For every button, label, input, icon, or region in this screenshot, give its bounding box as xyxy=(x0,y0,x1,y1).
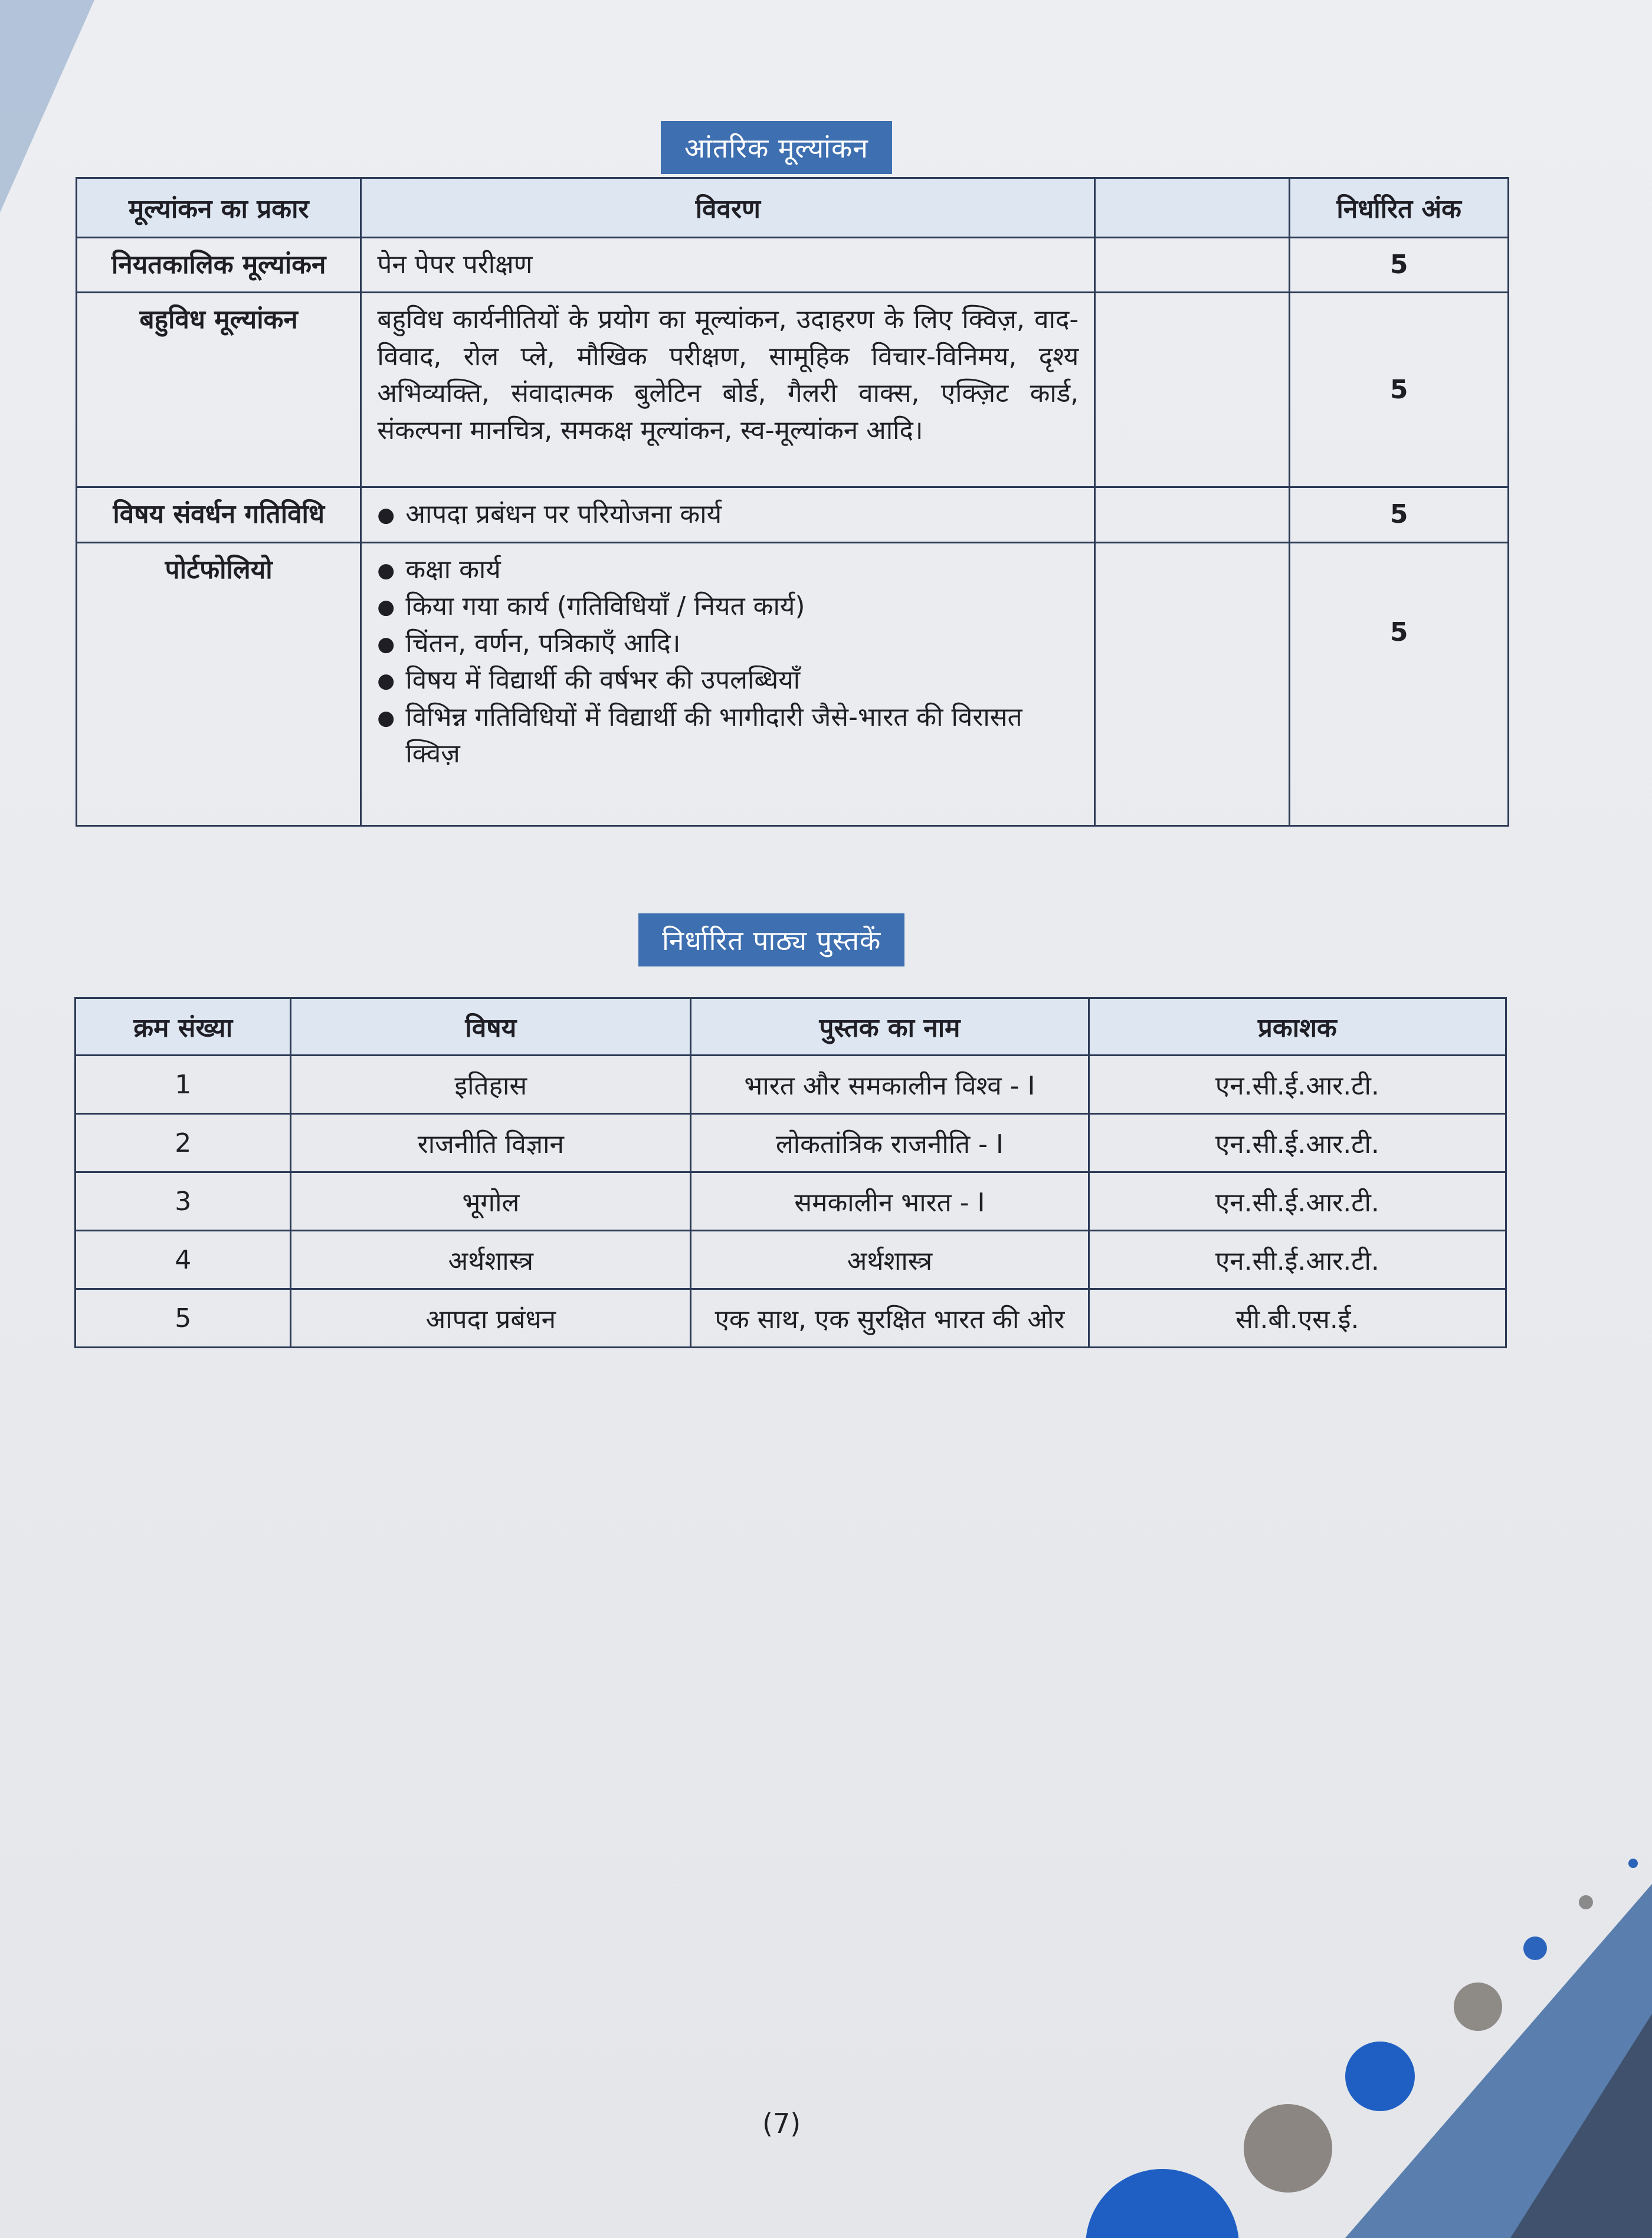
row-marks: 5 xyxy=(1290,542,1509,825)
list-item: ● विभिन्न गतिविधियों में विद्यार्थी की भागीदारी जैसे-भारत की विरासत क्विज़ xyxy=(377,699,1079,773)
decorative-dot xyxy=(1454,1983,1502,2031)
list-item: ● विषय में विद्यार्थी की वर्षभर की उपलब्धियाँ xyxy=(377,662,1079,699)
list-item: ● किया गया कार्य (गतिविधियाँ / नियत कार्य) xyxy=(377,588,1079,625)
internal-assessment-table xyxy=(76,177,1509,827)
cell-subject: इतिहास xyxy=(291,1056,691,1114)
prescribed-books-table xyxy=(74,997,1507,1348)
bullet-list xyxy=(377,552,1079,773)
header-blank xyxy=(1095,178,1290,238)
cell-book: अर्थशास्त्र xyxy=(691,1231,1089,1289)
cell-subject: भूगोल xyxy=(291,1172,691,1231)
cell-publisher: एन.सी.ई.आर.टी. xyxy=(1089,1114,1506,1172)
header-description: विवरण xyxy=(361,178,1095,238)
header-serial: क्रम संख्या xyxy=(76,998,291,1056)
row-blank xyxy=(1095,542,1290,825)
header-publisher: प्रकाशक xyxy=(1089,998,1506,1056)
table-row xyxy=(77,542,1509,825)
table-row xyxy=(76,1172,1506,1231)
decorative-dot xyxy=(1244,2104,1332,2193)
header-marks: निर्धारित अंक xyxy=(1290,178,1509,238)
page-number: (7) xyxy=(762,2108,801,2139)
bullet-list xyxy=(377,496,1079,533)
table-row xyxy=(76,1056,1506,1114)
table-row xyxy=(76,1114,1506,1172)
cell-serial: 1 xyxy=(76,1056,291,1114)
row-description: पेन पेपर परीक्षण xyxy=(361,238,1095,293)
prescribed-books-title: निर्धारित पाठ्य पुस्तकें xyxy=(638,913,904,966)
row-type: विषय संवर्धन गतिविधि xyxy=(77,487,361,542)
cell-publisher: एन.सी.ई.आर.टी. xyxy=(1089,1056,1506,1114)
header-type: मूल्यांकन का प्रकार xyxy=(77,178,361,238)
internal-assessment-title: आंतरिक मूल्यांकन xyxy=(661,121,892,174)
cell-serial: 3 xyxy=(76,1172,291,1231)
cell-subject: अर्थशास्त्र xyxy=(291,1231,691,1289)
decorative-dot xyxy=(1086,2169,1239,2238)
table-row xyxy=(77,293,1509,487)
row-marks: 5 xyxy=(1290,238,1509,293)
table-row xyxy=(76,1231,1506,1289)
row-type: बहुविध मूल्यांकन xyxy=(77,293,361,487)
row-blank xyxy=(1095,487,1290,542)
decorative-dot xyxy=(1345,2042,1415,2111)
cell-serial: 2 xyxy=(76,1114,291,1172)
decorative-dot xyxy=(1628,1859,1638,1868)
row-marks: 5 xyxy=(1290,293,1509,487)
cell-publisher: एन.सी.ई.आर.टी. xyxy=(1089,1231,1506,1289)
row-blank xyxy=(1095,293,1290,487)
header-book: पुस्तक का नाम xyxy=(691,998,1089,1056)
row-type: नियतकालिक मूल्यांकन xyxy=(77,238,361,293)
cell-book: समकालीन भारत - I xyxy=(691,1172,1089,1231)
table-row xyxy=(77,487,1509,542)
row-description: बहुविध कार्यनीतियों के प्रयोग का मूल्यांकन, उदाहरण के लिए क्विज़, वाद-विवाद, रोल प्ले, मौखिक परीक्षण, सामूहिक विचार-विनिमय, दृश्य अभिव्यक्ति, संवादात्मक बुलेटिन बोर्ड, गैलरी वाक्स, एक्ज़िट कार्ड, संकल्पना मानचित्र, समकक्ष मूल्यांकन, स्व-मूल्यांकन आदि। xyxy=(361,293,1095,487)
table-header-row xyxy=(77,178,1509,238)
row-description xyxy=(361,542,1095,825)
cell-book: भारत और समकालीन विश्व - I xyxy=(691,1056,1089,1114)
cell-serial: 5 xyxy=(76,1289,291,1348)
decorative-dot xyxy=(1523,1936,1547,1960)
decorative-dot xyxy=(1579,1895,1593,1909)
cell-publisher: सी.बी.एस.ई. xyxy=(1089,1289,1506,1348)
cell-publisher: एन.सी.ई.आर.टी. xyxy=(1089,1172,1506,1231)
list-item: ● कक्षा कार्य xyxy=(377,552,1079,588)
cell-subject: राजनीति विज्ञान xyxy=(291,1114,691,1172)
row-description xyxy=(361,487,1095,542)
table-header-row xyxy=(76,998,1506,1056)
list-item: ● चिंतन, वर्णन, पत्रिकाएँ आदि। xyxy=(377,625,1079,662)
list-item: ● आपदा प्रबंधन पर परियोजना कार्य xyxy=(377,496,1079,533)
cell-book: लोकतांत्रिक राजनीति - I xyxy=(691,1114,1089,1172)
table-row xyxy=(76,1289,1506,1348)
header-subject: विषय xyxy=(291,998,691,1056)
row-type: पोर्टफोलियो xyxy=(77,542,361,825)
cell-serial: 4 xyxy=(76,1231,291,1289)
table-row xyxy=(77,238,1509,293)
cell-book: एक साथ, एक सुरक्षित भारत की ओर xyxy=(691,1289,1089,1348)
row-blank xyxy=(1095,238,1290,293)
cell-subject: आपदा प्रबंधन xyxy=(291,1289,691,1348)
corner-decoration-bottom-right-dark xyxy=(1510,2014,1652,2238)
row-marks: 5 xyxy=(1290,487,1509,542)
